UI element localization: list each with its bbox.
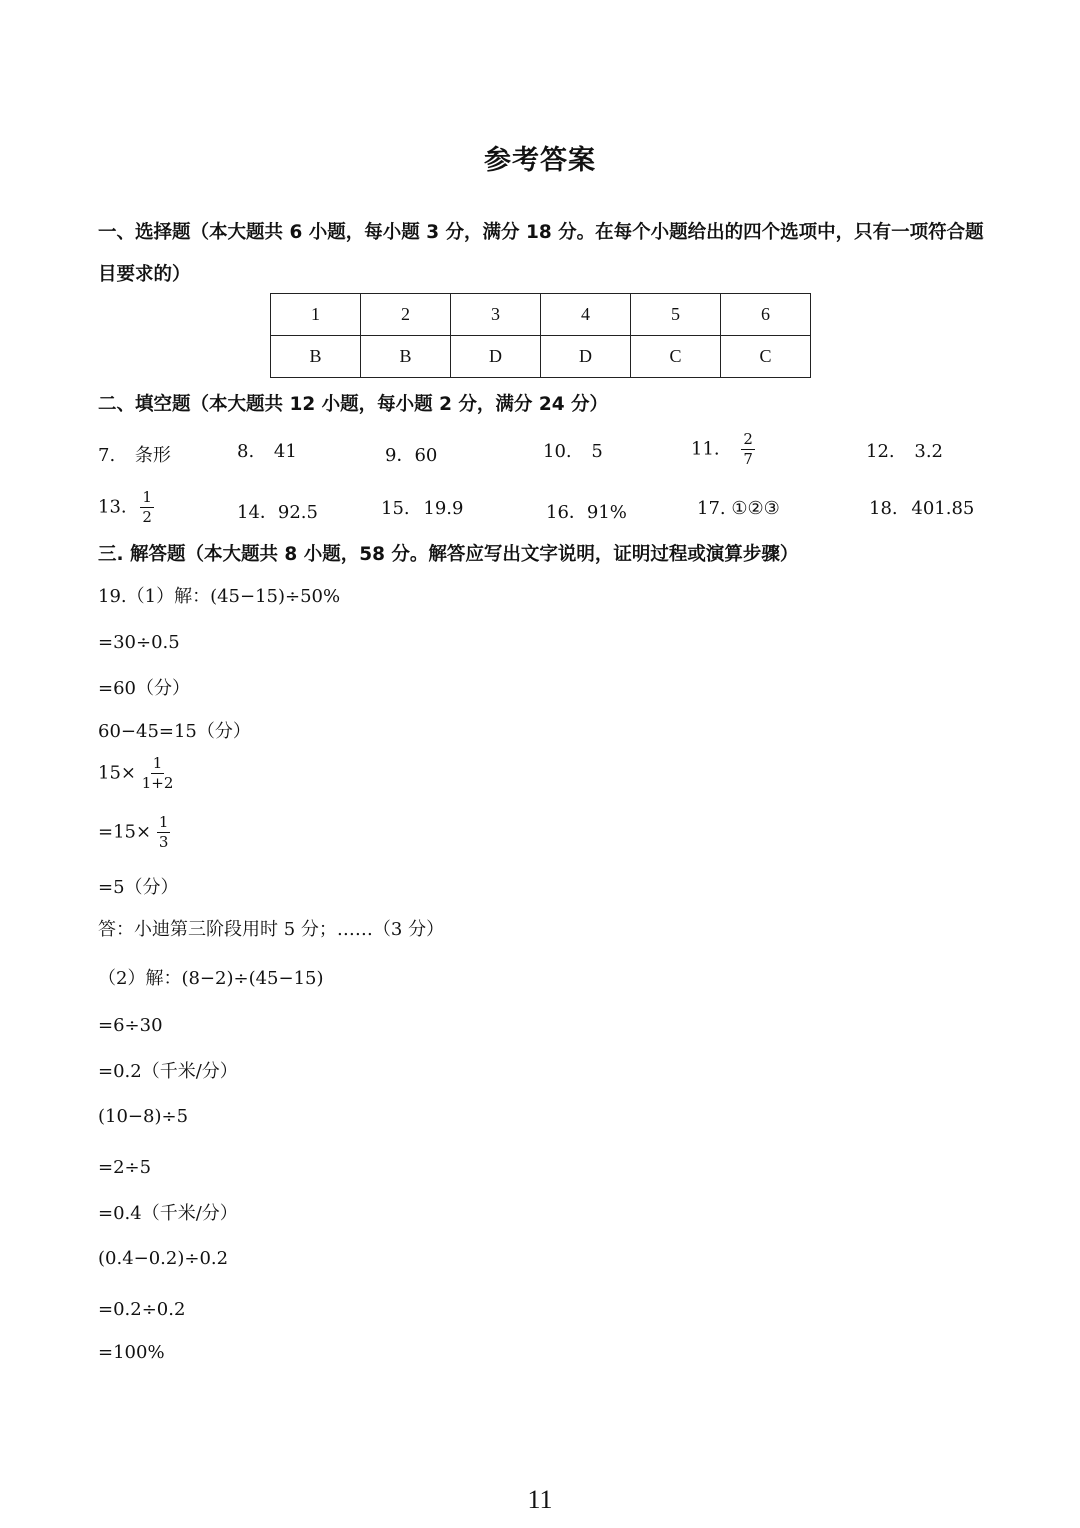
fraction-numerator: 2 — [743, 430, 753, 448]
page-title: 参考答案 — [484, 145, 596, 176]
answer-value: 条形 — [134, 445, 171, 466]
fraction-denominator: 2 — [142, 508, 152, 526]
q19-p1-line2: =30÷0.5 — [98, 632, 180, 653]
fraction-denominator: 1+2 — [141, 774, 174, 792]
question-number: 18. — [869, 498, 898, 519]
answer-value: 3.2 — [914, 441, 944, 462]
page-number: 11 — [527, 1485, 553, 1514]
expression-prefix: =15× — [98, 821, 152, 843]
table-cell: B — [271, 336, 361, 378]
answer-value: 19.9 — [423, 498, 464, 519]
fraction-numerator: 1 — [158, 813, 169, 831]
answer-q12 — [866, 441, 943, 462]
q19-p2-line7: (0.4−0.2)÷0.2 — [98, 1248, 229, 1269]
q19-p2-line6: =0.4（千米/分） — [98, 1203, 238, 1224]
fraction-numerator: 1 — [152, 754, 163, 772]
answer-q13 — [98, 490, 154, 525]
answer-value: ①②③ — [731, 498, 780, 519]
table-cell: 3 — [451, 294, 541, 336]
q19-p1-line5 — [98, 756, 173, 791]
q19-p1-answer: 答：小迪第三阶段用时 5 分；……（3 分） — [98, 919, 445, 940]
table-cell: C — [721, 336, 811, 378]
fraction — [741, 432, 755, 467]
answer-q7 — [98, 441, 171, 467]
question-number: 15. — [381, 498, 410, 519]
table-cell: 1 — [271, 294, 361, 336]
answer-q15 — [381, 498, 463, 519]
q19-p2-line1: （2）解：(8−2)÷(45−15) — [98, 968, 324, 989]
question-number: 17. — [697, 498, 726, 519]
answer-q18 — [869, 498, 974, 519]
table-cell: 2 — [361, 294, 451, 336]
table-row-numbers — [271, 294, 811, 336]
answer-q17 — [697, 498, 780, 519]
answer-value: 41 — [273, 441, 297, 462]
q19-p2-line5: =2÷5 — [98, 1157, 152, 1178]
table-cell: D — [541, 336, 631, 378]
table-cell: 6 — [721, 294, 811, 336]
answer-q8 — [237, 441, 297, 462]
question-number: 16．91% — [546, 502, 627, 523]
table-cell: C — [631, 336, 721, 378]
q19-p1-line1: 19.（1）解：(45−15)÷50% — [98, 586, 341, 607]
q19-p2-line9: =100% — [98, 1342, 165, 1363]
fraction — [140, 490, 154, 525]
q19-p2-line3: =0.2（千米/分） — [98, 1061, 238, 1082]
fraction-denominator: 7 — [743, 450, 753, 468]
answer-q16 — [546, 498, 627, 524]
question-number: 7. — [98, 445, 116, 466]
section1-heading-line2: 目要求的） — [98, 264, 191, 285]
q19-p1-line3: =60（分） — [98, 678, 190, 699]
fraction-denominator: 3 — [158, 833, 169, 851]
expression-prefix: 15× — [98, 762, 136, 784]
fraction — [157, 815, 171, 850]
question-number: 12. — [866, 441, 895, 462]
fraction-numerator: 1 — [142, 488, 152, 506]
table-cell: D — [451, 336, 541, 378]
question-number: 14．92.5 — [237, 502, 318, 523]
table-row-answers — [271, 336, 811, 378]
answer-q10 — [543, 441, 603, 462]
table-cell: B — [361, 336, 451, 378]
table-cell: 5 — [631, 294, 721, 336]
question-number: 10. — [543, 441, 572, 462]
q19-p1-line6 — [98, 815, 170, 850]
answer-q11 — [691, 432, 755, 467]
answer-value: 401.85 — [911, 498, 975, 519]
q19-p1-line4: 60−45=15（分） — [98, 721, 251, 742]
q19-p2-line2: =6÷30 — [98, 1015, 163, 1036]
answer-value: 5 — [591, 441, 603, 462]
question-number: 13. — [98, 496, 127, 518]
table-cell: 4 — [541, 294, 631, 336]
question-number: 11. — [691, 438, 720, 460]
answer-q14 — [237, 498, 318, 524]
choice-answer-table — [270, 293, 811, 378]
q19-p2-line8: =0.2÷0.2 — [98, 1299, 186, 1320]
section2-heading: 二、填空题（本大题共 12 小题，每小题 2 分，满分 24 分） — [98, 394, 609, 415]
section1-heading-line1: 一、选择题（本大题共 6 小题，每小题 3 分，满分 18 分。在每个小题给出的四个选项中，只有一项符合题 — [98, 222, 984, 243]
answer-q9 — [385, 441, 437, 467]
fraction — [142, 756, 174, 791]
q19-p1-line7: =5（分） — [98, 877, 179, 898]
section3-heading: 三. 解答题（本大题共 8 小题，58 分。解答应写出文字说明，证明过程或演算步骤） — [98, 544, 799, 565]
question-number: 9．60 — [385, 445, 438, 466]
question-number: 8. — [237, 441, 255, 462]
q19-p2-line4: (10−8)÷5 — [98, 1106, 189, 1127]
